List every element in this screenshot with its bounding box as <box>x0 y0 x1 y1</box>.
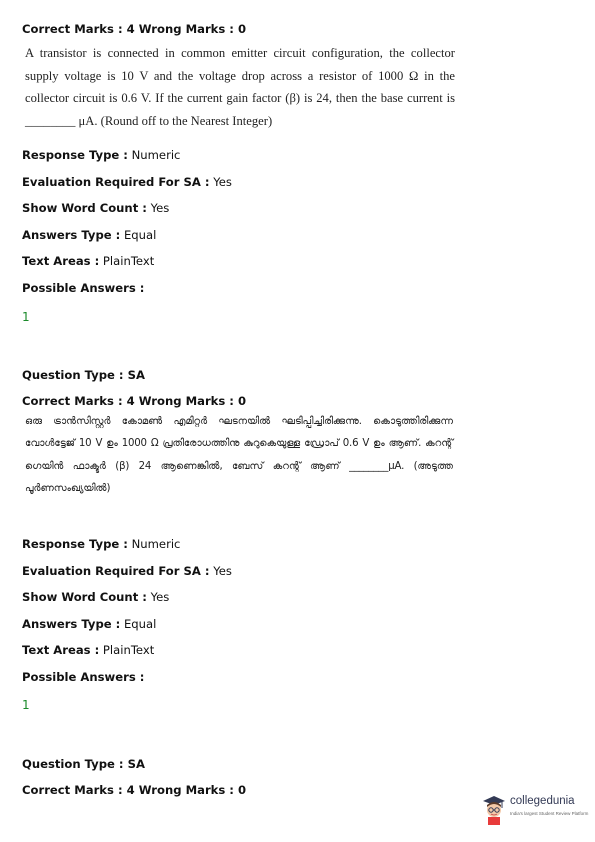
marks-line: Correct Marks : 4 Wrong Marks : 0 <box>22 394 247 408</box>
possible-answers-label: Possible Answers : <box>22 670 145 684</box>
logo-tagline: India's largest Student Review Platform <box>510 811 589 816</box>
student-mascot-icon <box>480 793 508 825</box>
evaluation-required-field: Evaluation Required For SA : Yes <box>22 564 232 578</box>
possible-answer-value: 1 <box>22 698 30 712</box>
answers-type-field: Answers Type : Equal <box>22 228 157 242</box>
question-type-line: Question Type : SA <box>22 757 145 771</box>
answers-type-field: Answers Type : Equal <box>22 617 157 631</box>
collegedunia-logo <box>480 793 590 825</box>
show-word-count-field: Show Word Count : Yes <box>22 590 170 604</box>
marks-line: Correct Marks : 4 Wrong Marks : 0 <box>22 783 247 797</box>
response-type-field: Response Type : Numeric <box>22 148 181 162</box>
evaluation-required-field: Evaluation Required For SA : Yes <box>22 175 232 189</box>
logo-wordmark: collegedunia <box>510 795 575 807</box>
possible-answers-label: Possible Answers : <box>22 281 145 295</box>
question-text-english: A transistor is connected in common emitter circuit configuration, the collector supply voltage is 10 V and the voltage drop across a resistor of 1000 Ω in the collector circuit is 0.6 V. If the current gain factor (β) is 24, then the base current is ________ μA. (Round off to the Nearest Integer) <box>25 46 455 128</box>
question-text-malayalam: ഒരു ട്രാൻസിസ്റ്റർ കോമൺ എമിറ്റർ ഘടനയിൽ ഘടിപ്പിച്ചിരിക്കുന്നു. കൊടുത്തിരിക്കുന്ന വോൾട്ടേജ് 10 V ഉം 1000 Ω പ്രതിരോധത്തിനു കുറുകെയുള്ള ഡ്രോപ് 0.6 V ഉം ആണ്. കറന്റ് ഗെയിൻ ഫാക്ടർ (β) 24 ആണെങ്കിൽ, ബേസ് കറന്റ് ആണ് ________μA. (അടുത്ത പൂർണസംഖ്യയിൽ) <box>25 416 453 494</box>
question-type-line: Question Type : SA <box>22 368 145 382</box>
marks-line: Correct Marks : 4 Wrong Marks : 0 <box>22 22 247 36</box>
text-areas-field: Text Areas : PlainText <box>22 643 155 657</box>
response-type-field: Response Type : Numeric <box>22 537 181 551</box>
possible-answer-value: 1 <box>22 310 30 324</box>
text-areas-field: Text Areas : PlainText <box>22 254 155 268</box>
show-word-count-field: Show Word Count : Yes <box>22 201 170 215</box>
